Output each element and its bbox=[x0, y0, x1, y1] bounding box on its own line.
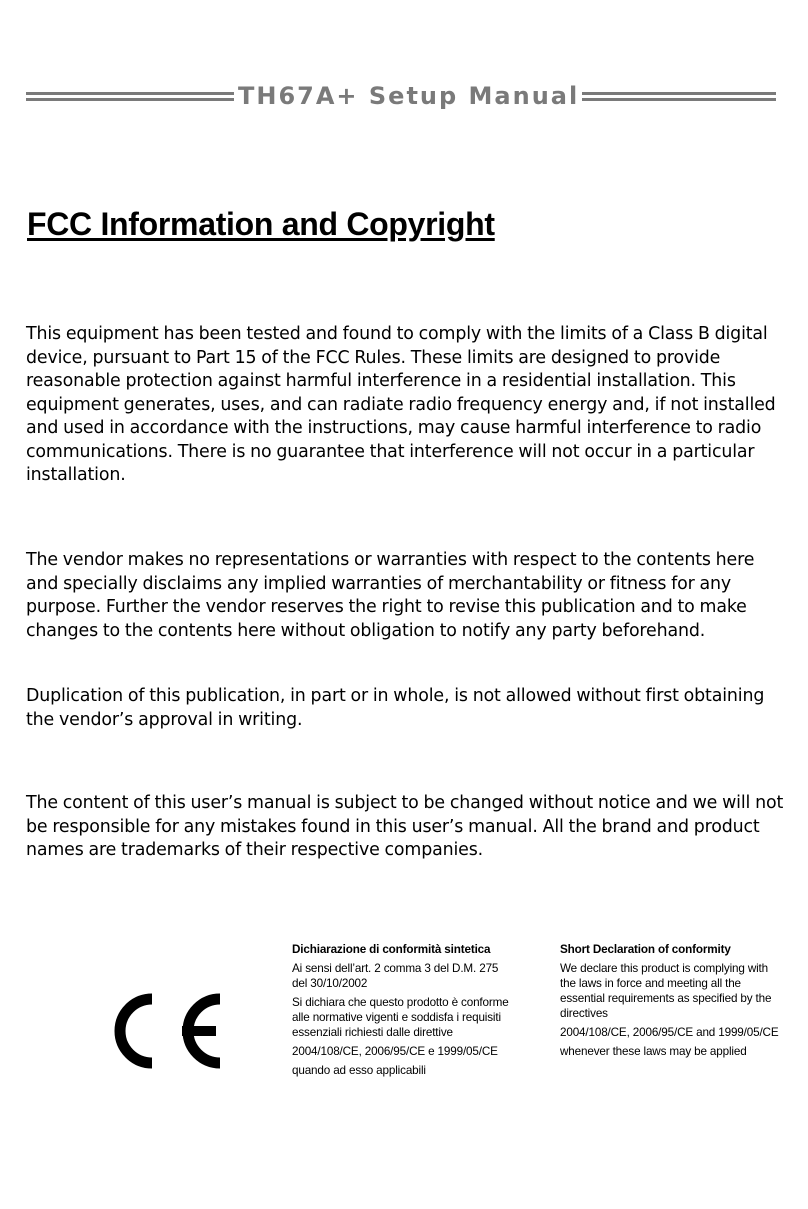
declaration-english-line: We declare this product is complying with the laws in force and meeting all the essential requirements as specified by the directives bbox=[560, 962, 772, 1020]
declaration-italian bbox=[292, 942, 510, 1082]
trademark-notice-paragraph: The content of this user’s manual is subject to be changed without notice and we will not be responsible for any mistakes found in this user’s manual. All the brand and product names are trademarks of their respective companies. bbox=[26, 793, 784, 860]
fcc-compliance-paragraph: This equipment has been tested and found to comply with the limits of a Class B digital device, pursuant to Part 15 of the FCC Rules. These limits are designed to provide reasonable protection against harmful interference in a residential installation. This equipment generates, uses, and can radiate radio frequency energy and, if not installed and used in accordance with the instructions, may cause harmful interference to radio communications. There is no guarantee that interference will not occur in a particular installation. bbox=[26, 324, 776, 485]
declaration-italian-title: Dichiarazione di conformità sintetica bbox=[292, 943, 491, 956]
declaration-english-line: 2004/108/CE, 2006/95/CE and 1999/05/CE bbox=[560, 1026, 779, 1039]
page-title: FCC Information and Copyright bbox=[27, 206, 495, 242]
header-rule-right bbox=[582, 92, 776, 101]
declaration-english-title: Short Declaration of conformity bbox=[560, 943, 731, 956]
declaration-italian-line: Ai sensi dell’art. 2 comma 3 del D.M. 275 del 30/10/2002 bbox=[292, 962, 499, 990]
declaration-italian-line: Si dichiara che questo prodotto è conforme alle normative vigenti e soddisfa i requisiti essenziali richiesti dalle direttive bbox=[292, 996, 509, 1039]
warranty-disclaimer-paragraph: The vendor makes no representations or warranties with respect to the contents here and specially disclaims any implied warranties of merchantability or fitness for any purpose. Further the vendor reserves the right to revise this publication and to make changes to the contents here without obligation to notify any party beforehand. bbox=[26, 550, 755, 641]
header-rule-left bbox=[26, 92, 234, 101]
declaration-english-line: whenever these laws may be applied bbox=[560, 1045, 747, 1058]
declaration-english bbox=[560, 942, 786, 1063]
manual-header bbox=[26, 80, 776, 114]
declaration-italian-line: 2004/108/CE, 2006/95/CE e 1999/05/CE bbox=[292, 1045, 498, 1058]
declaration-italian-line: quando ad esso applicabili bbox=[292, 1064, 426, 1077]
manual-title: TH67A+ Setup Manual bbox=[238, 82, 580, 110]
duplication-notice-paragraph: Duplication of this publication, in part or in whole, is not allowed without first obtaining the vendor’s approval in writing. bbox=[26, 686, 765, 730]
ce-mark-icon bbox=[100, 987, 228, 1075]
